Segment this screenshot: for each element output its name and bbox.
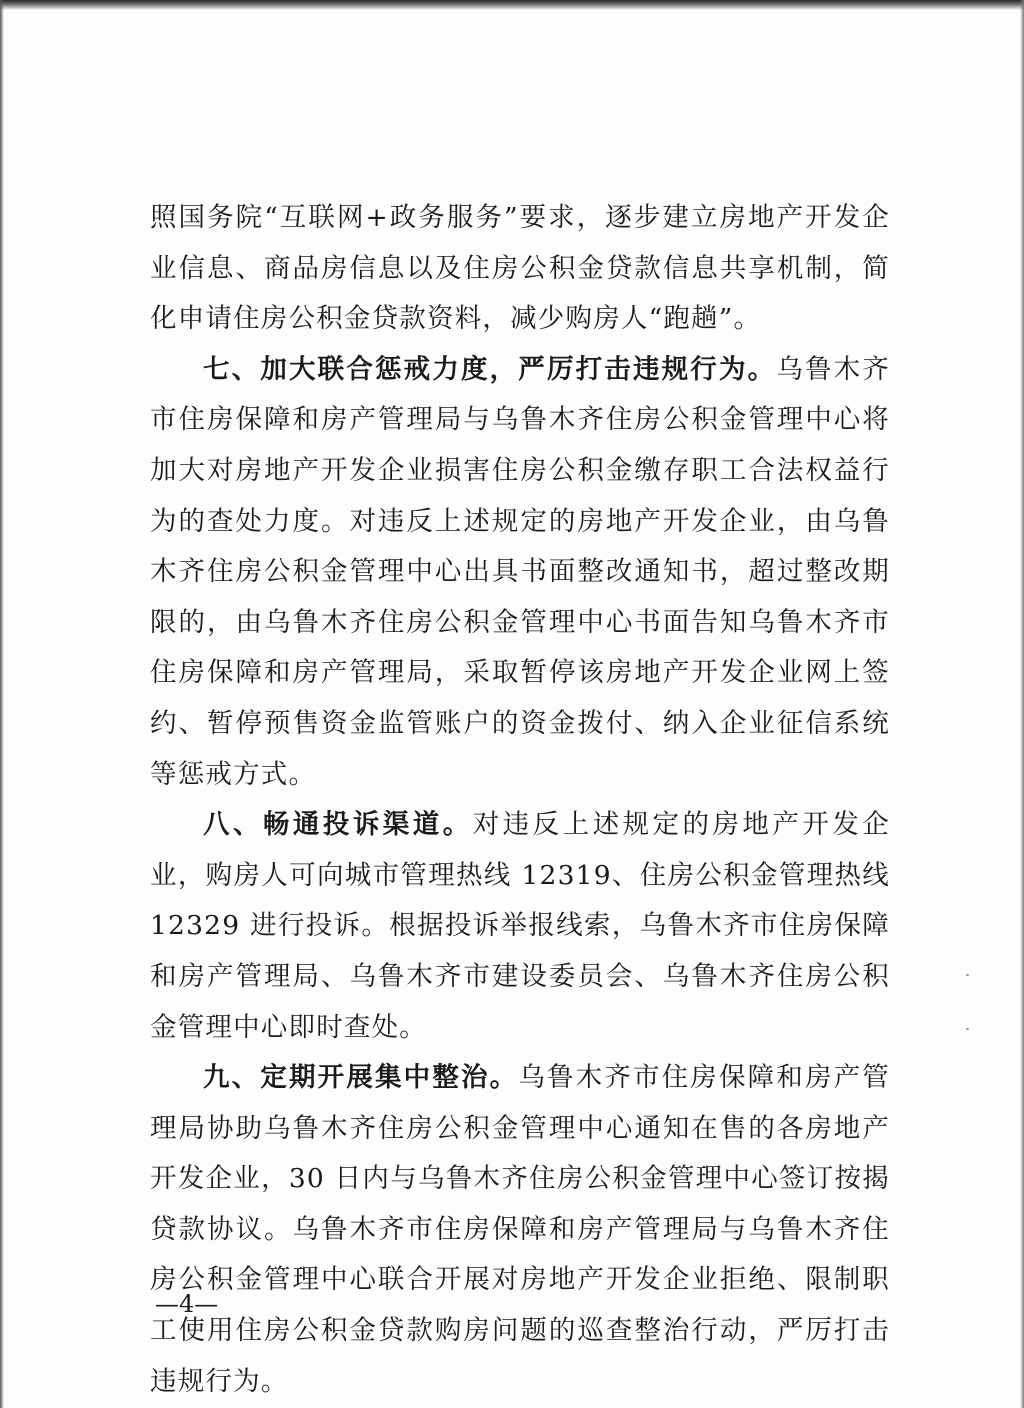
section-heading: 八、畅通投诉渠道。 <box>203 809 473 841</box>
paragraph-text: 对违反上述规定的房地产开发企业，购房人可向城市管理热线 12319、住房公积金管理热线 12329 进行投诉。根据投诉举报线索，乌鲁木齐市住房保障和房产管理局、乌鲁木齐市建设委员会、乌鲁木齐住房公积金管理中心即时查处。 <box>150 809 890 1043</box>
scan-edge-right <box>1020 0 1024 1408</box>
paragraph-text: 照国务院“互联网+政务服务”要求，逐步建立房地产开发企业信息、商品房信息以及住房公积金贷款信息共享机制，简化申请住房公积金贷款资料，减少购房人“跑趟”。 <box>150 202 890 335</box>
scan-edge-top <box>0 0 1024 10</box>
section-heading: 七、加大联合惩戒力度，严厉打击违规行为。 <box>203 353 777 385</box>
paragraph-text: 乌鲁木齐市住房保障和房产管理局协助乌鲁木齐住房公积金管理中心通知在售的各房地产开发企业，30 日内与乌鲁木齐住房公积金管理中心签订按揭贷款协议。乌鲁木齐市住房保障和房产管理局与乌鲁木齐住房公积金管理中心联合开展对房地产开发企业拒绝、限制职工使用住房公积金贷款购房问题的巡查整治行动，严厉打击违规行为。 <box>150 1062 890 1397</box>
page-number: —4— <box>155 1290 219 1318</box>
paragraph-section-8 <box>150 800 890 1053</box>
scan-speck <box>966 974 969 976</box>
section-heading: 九、定期开展集中整治。 <box>203 1062 519 1094</box>
document-body <box>150 193 890 1407</box>
scan-edge-left <box>0 0 4 1408</box>
paragraph-text: 乌鲁木齐市住房保障和房产管理局与乌鲁木齐住房公积金管理中心将加大对房地产开发企业损害住房公积金缴存职工合法权益行为的查处力度。对违反上述规定的房地产开发企业，由乌鲁木齐住房公积金管理中心出具书面整改通知书，超过整改期限的，由乌鲁木齐住房公积金管理中心书面告知乌鲁木齐市住房保障和房产管理局，采取暂停该房地产开发企业网上签约、暂停预售资金监管账户的资金拨付、纳入企业征信系统等惩戒方式。 <box>150 353 890 790</box>
paragraph-continuation <box>150 193 890 345</box>
paragraph-section-7 <box>150 345 890 800</box>
paragraph-section-9 <box>150 1053 890 1407</box>
scan-speck <box>966 1028 969 1030</box>
